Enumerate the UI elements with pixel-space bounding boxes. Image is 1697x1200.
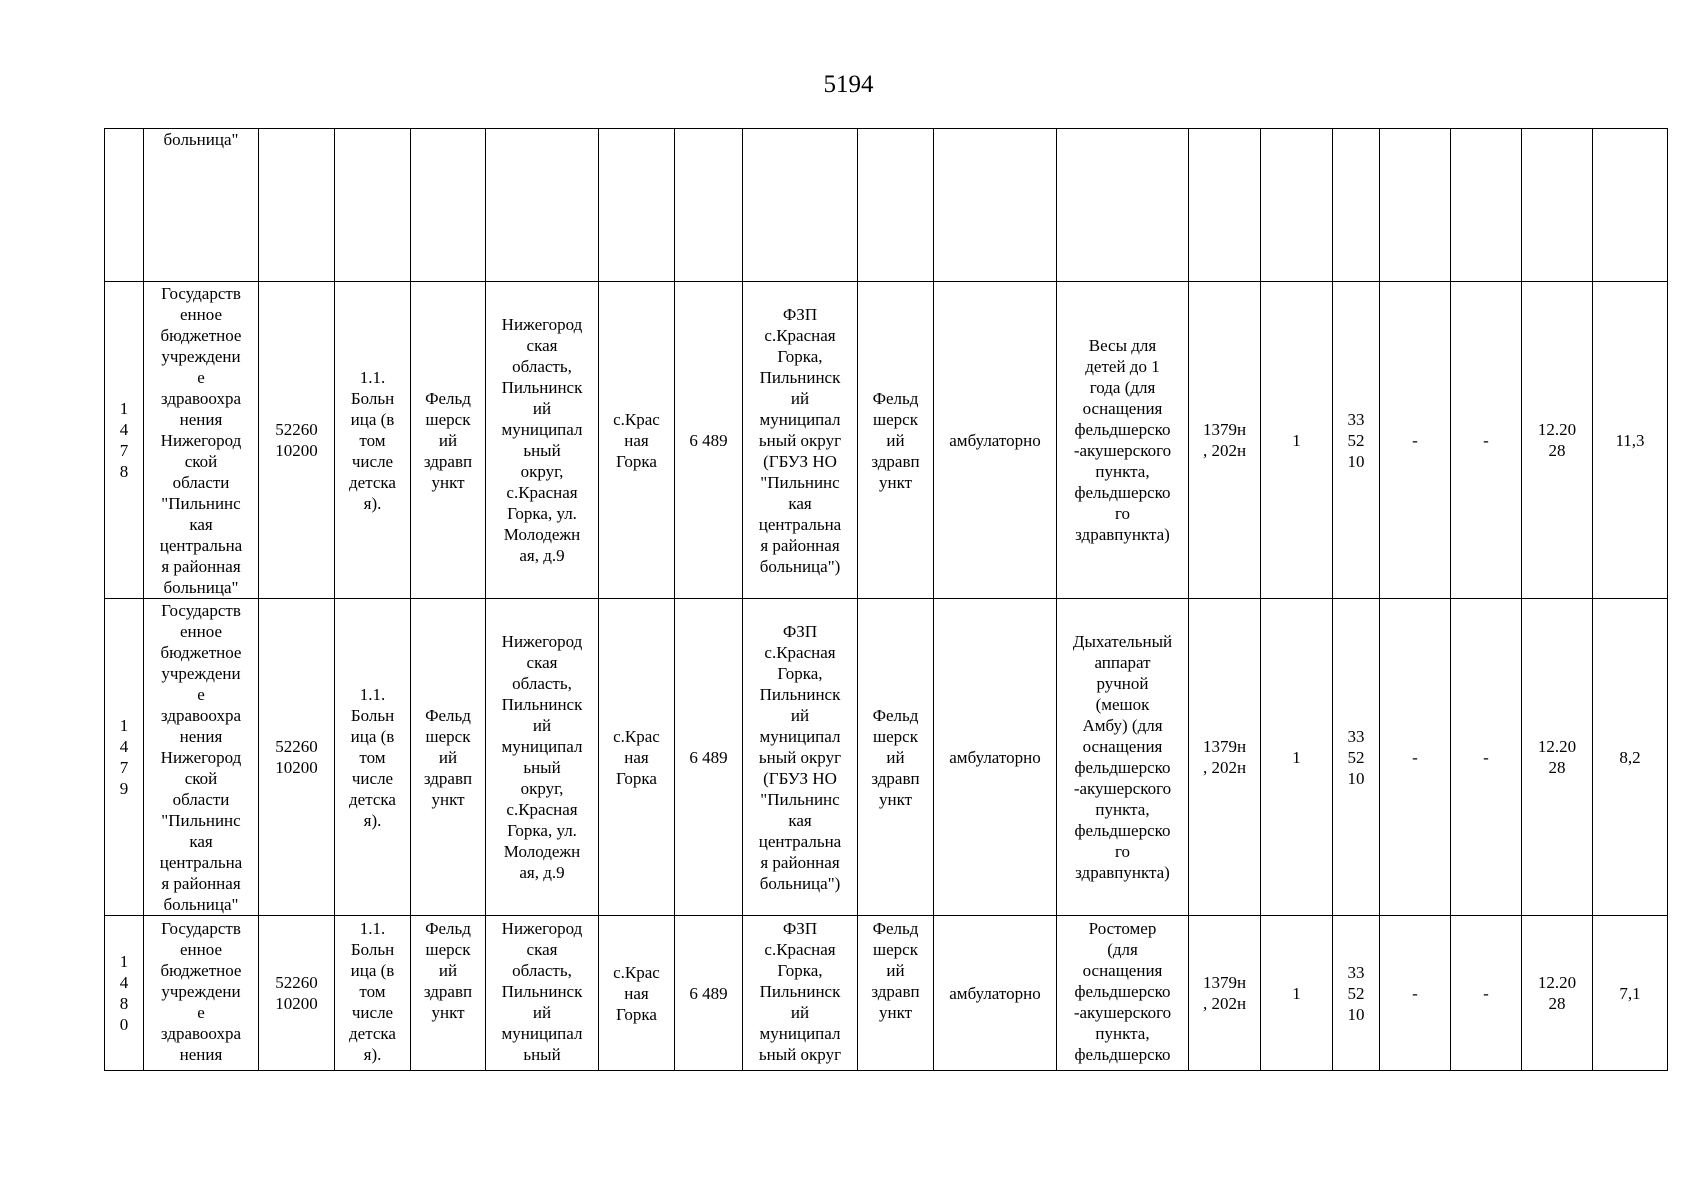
amount-cell: 8,2 <box>1593 599 1668 916</box>
registry-table <box>104 128 1668 1071</box>
settlement-cell: с.Крас ная Горка <box>599 916 675 1071</box>
facility-name-cell: ФЗП с.Красная Горка, Пильнинск ий муниципал ьный округ (ГБУЗ НО "Пильнинс кая центральна я районная больница") <box>743 282 858 599</box>
row-number-cell: 1 4 7 8 <box>105 282 144 599</box>
nkmi-code-cell: 33 52 10 <box>1333 916 1380 1071</box>
unit-type-cell: Фельд шерск ий здравп ункт <box>411 282 486 599</box>
address-cell: Нижегород ская область, Пильнинск ий муниципал ьный округ, с.Красная Горка, ул. Молодежн ая, д.9 <box>486 282 599 599</box>
column-17-cell: - <box>1451 916 1522 1071</box>
code-cell: 52260 10200 <box>259 599 335 916</box>
equipment-cell: Дыхательный аппарат ручной (мешок Амбу) (для оснащения фельдшерско -акушерского пункта, фельдшерско го здравпункта) <box>1057 599 1189 916</box>
organization-cell: Государств енное бюджетное учреждени е здравоохра нения Нижегород ской области "Пильнинс кая центральна я районная больница" <box>144 282 259 599</box>
table-row <box>105 599 1668 916</box>
table-row <box>105 282 1668 599</box>
facility-category-cell: 1.1. Больн ица (в том числе детска я). <box>335 599 411 916</box>
quantity-cell: 1 <box>1261 916 1333 1071</box>
population-cell: 6 489 <box>675 916 743 1071</box>
column-16-cell: - <box>1380 282 1451 599</box>
org-cell-continued: больница" <box>144 129 259 282</box>
organization-cell: Государств енное бюджетное учреждени е здравоохра нения <box>144 916 259 1071</box>
facility-type-cell: Фельд шерск ий здравп ункт <box>858 282 934 599</box>
facility-category-cell: 1.1. Больн ица (в том числе детска я). <box>335 282 411 599</box>
order-cell: 1379н , 202н <box>1189 916 1261 1071</box>
date-cell: 12.20 28 <box>1522 916 1593 1071</box>
unit-type-cell: Фельд шерск ий здравп ункт <box>411 916 486 1071</box>
page-number: 5194 <box>823 71 874 98</box>
address-cell: Нижегород ская область, Пильнинск ий муниципал ьный округ, с.Красная Горка, ул. Молодежн ая, д.9 <box>486 599 599 916</box>
settlement-cell: с.Крас ная Горка <box>599 282 675 599</box>
date-cell: 12.20 28 <box>1522 599 1593 916</box>
nkmi-code-cell: 33 52 10 <box>1333 282 1380 599</box>
quantity-cell: 1 <box>1261 599 1333 916</box>
settlement-cell: с.Крас ная Горка <box>599 599 675 916</box>
facility-type-cell: Фельд шерск ий здравп ункт <box>858 916 934 1071</box>
equipment-cell: Весы для детей до 1 года (для оснащения фельдшерско -акушерского пункта, фельдшерско го здравпункта) <box>1057 282 1189 599</box>
order-cell: 1379н , 202н <box>1189 282 1261 599</box>
facility-name-cell: ФЗП с.Красная Горка, Пильнинск ий муниципал ьный округ (ГБУЗ НО "Пильнинс кая центральна я районная больница") <box>743 599 858 916</box>
column-16-cell: - <box>1380 599 1451 916</box>
unit-type-cell: Фельд шерск ий здравп ункт <box>411 599 486 916</box>
population-cell: 6 489 <box>675 599 743 916</box>
code-cell: 52260 10200 <box>259 282 335 599</box>
nkmi-code-cell: 33 52 10 <box>1333 599 1380 916</box>
care-mode-cell: амбулаторно <box>934 599 1057 916</box>
column-16-cell: - <box>1380 916 1451 1071</box>
population-cell: 6 489 <box>675 282 743 599</box>
column-17-cell: - <box>1451 282 1522 599</box>
equipment-cell: Ростомер (для оснащения фельдшерско -акушерского пункта, фельдшерско <box>1057 916 1189 1071</box>
facility-name-cell: ФЗП с.Красная Горка, Пильнинск ий муниципал ьный округ <box>743 916 858 1071</box>
code-cell: 52260 10200 <box>259 916 335 1071</box>
address-cell: Нижегород ская область, Пильнинск ий муниципал ьный <box>486 916 599 1071</box>
row-number-cell: 1 4 8 0 <box>105 916 144 1071</box>
order-cell: 1379н , 202н <box>1189 599 1261 916</box>
organization-cell: Государств енное бюджетное учреждени е здравоохра нения Нижегород ской области "Пильнинс кая центральна я районная больница" <box>144 599 259 916</box>
facility-category-cell: 1.1. Больн ица (в том числе детска я). <box>335 916 411 1071</box>
care-mode-cell: амбулаторно <box>934 916 1057 1071</box>
amount-cell: 7,1 <box>1593 916 1668 1071</box>
table-row <box>105 129 1668 282</box>
care-mode-cell: амбулаторно <box>934 282 1057 599</box>
table-row <box>105 916 1668 1071</box>
quantity-cell: 1 <box>1261 282 1333 599</box>
date-cell: 12.20 28 <box>1522 282 1593 599</box>
row-number-cell: 1 4 7 9 <box>105 599 144 916</box>
column-17-cell: - <box>1451 599 1522 916</box>
amount-cell: 11,3 <box>1593 282 1668 599</box>
facility-type-cell: Фельд шерск ий здравп ункт <box>858 599 934 916</box>
